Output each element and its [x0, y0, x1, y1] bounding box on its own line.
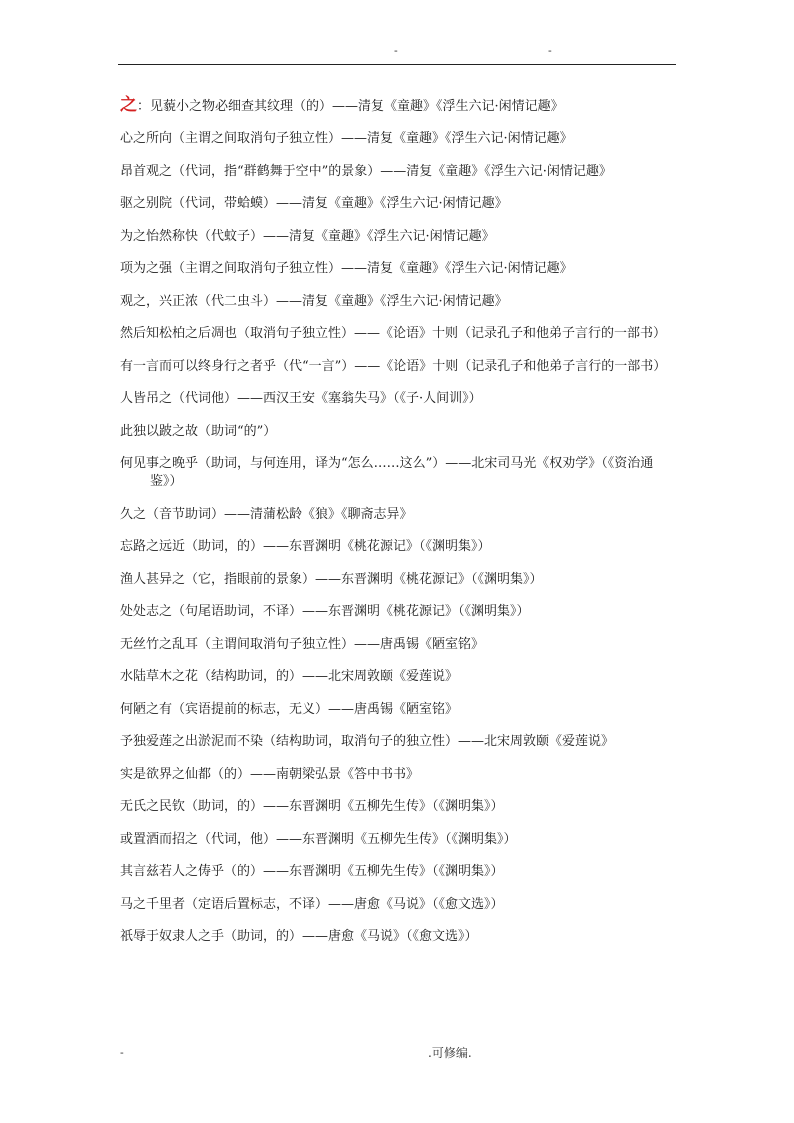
entry: 祇辱于奴隶人之手（助词，的）——唐愈《马说》（《愈文选》）: [120, 929, 478, 944]
footer-mark-left: -: [120, 1046, 124, 1059]
document-body: [120, 96, 676, 961]
entry: 昂首观之（代词，指“群鹤舞于空中”的景象）——清复《童趣》《浮生六记·闲情记趣》: [120, 163, 612, 179]
entry: 忘路之远近（助词，的）——东晋渊明《桃花源记》（《渊明集》）: [120, 539, 491, 554]
entry: 人皆吊之（代词他）——西汉王安《塞翁失马》（《子·人间训》）: [120, 391, 482, 406]
entry: 渔人甚异之（它，指眼前的景象）——东晋渊明《桃花源记》（《渊明集》）: [120, 571, 543, 587]
entry: 久之（音节助词）——清蒲松龄《狼》《聊斋志异》: [120, 506, 413, 522]
footer-editable-note: .可修编.: [428, 1046, 472, 1060]
header-mark-right: -: [548, 44, 552, 57]
entry: 然后知松柏之后凋也（取消句子独立性）——《论语》十则（记录孔子和他弟子言行的一部书）: [120, 326, 667, 341]
header-mark-left: -: [394, 44, 398, 57]
entry: 何陋之有（宾语提前的标志，无义）——唐禹锡《陋室铭》: [120, 701, 459, 717]
entry: 其言兹若人之俦乎（的）——东晋渊明《五柳先生传》（《渊明集》）: [120, 864, 504, 879]
entry: 无丝竹之乱耳（主谓间取消句子独立性）——唐禹锡《陋室铭》: [120, 636, 485, 652]
entry: 心之所向（主谓之间取消句子独立性）——清复《童趣》《浮生六记·闲情记趣》: [120, 131, 573, 146]
entry: 此独以跛之故（助词“的”）: [120, 423, 277, 439]
entry: 何见事之晚乎（助词，与何连用，译为“怎么……这么”）——北宋司马光《权劝学》（《资治通鉴》）: [120, 456, 654, 489]
entry: 处处志之（句尾语助词，不译）——东晋渊明《桃花源记》（《渊明集》）: [120, 604, 530, 619]
entry: 为之怡然称快（代蚊子）——清复《童趣》《浮生六记·闲情记趣》: [120, 228, 495, 244]
entry: 驱之别院（代词，带蛤蟆）——清复《童趣》《浮生六记·闲情记趣》: [120, 196, 508, 211]
entry: 项为之强（主谓之间取消句子独立性）——清复《童趣》《浮生六记·闲情记趣》: [120, 261, 573, 276]
entry: 或置酒而招之（代词，他）——东晋渊明《五柳先生传》（《渊明集》）: [120, 831, 517, 847]
entry-first: [120, 96, 676, 116]
entry: 实是欲界之仙都（的）——南朝梁弘景《答中书书》: [120, 766, 420, 782]
entry: 马之千里者（定语后置标志，不译）——唐愈《马说》（《愈文选》）: [120, 896, 504, 912]
entry: 水陆草木之花（结构助词，的）——北宋周敦颐《爱莲说》: [120, 669, 459, 684]
entry-first-text: ：见藐小之物必细查其纹理（的）——清复《童趣》《浮生六记·闲情记趣》: [137, 99, 564, 114]
entry: 予独爱莲之出淤泥而不染（结构助词，取消句子的独立性）——北宋周敦颐《爱莲说》: [120, 734, 615, 749]
heading-char: 之: [120, 95, 137, 115]
entry: 有一言而可以终身行之者乎（代“一言”）——《论语》十则（记录孔子和他弟子言行的一部书）: [120, 358, 667, 374]
page-header: [0, 44, 794, 58]
entry: 观之，兴正浓（代二虫斗）——清复《童趣》《浮生六记·闲情记趣》: [120, 293, 508, 309]
entry: 无氏之民钦（助词，的）——东晋渊明《五柳先生传》（《渊明集》）: [120, 799, 504, 814]
header-rule: [118, 64, 676, 65]
